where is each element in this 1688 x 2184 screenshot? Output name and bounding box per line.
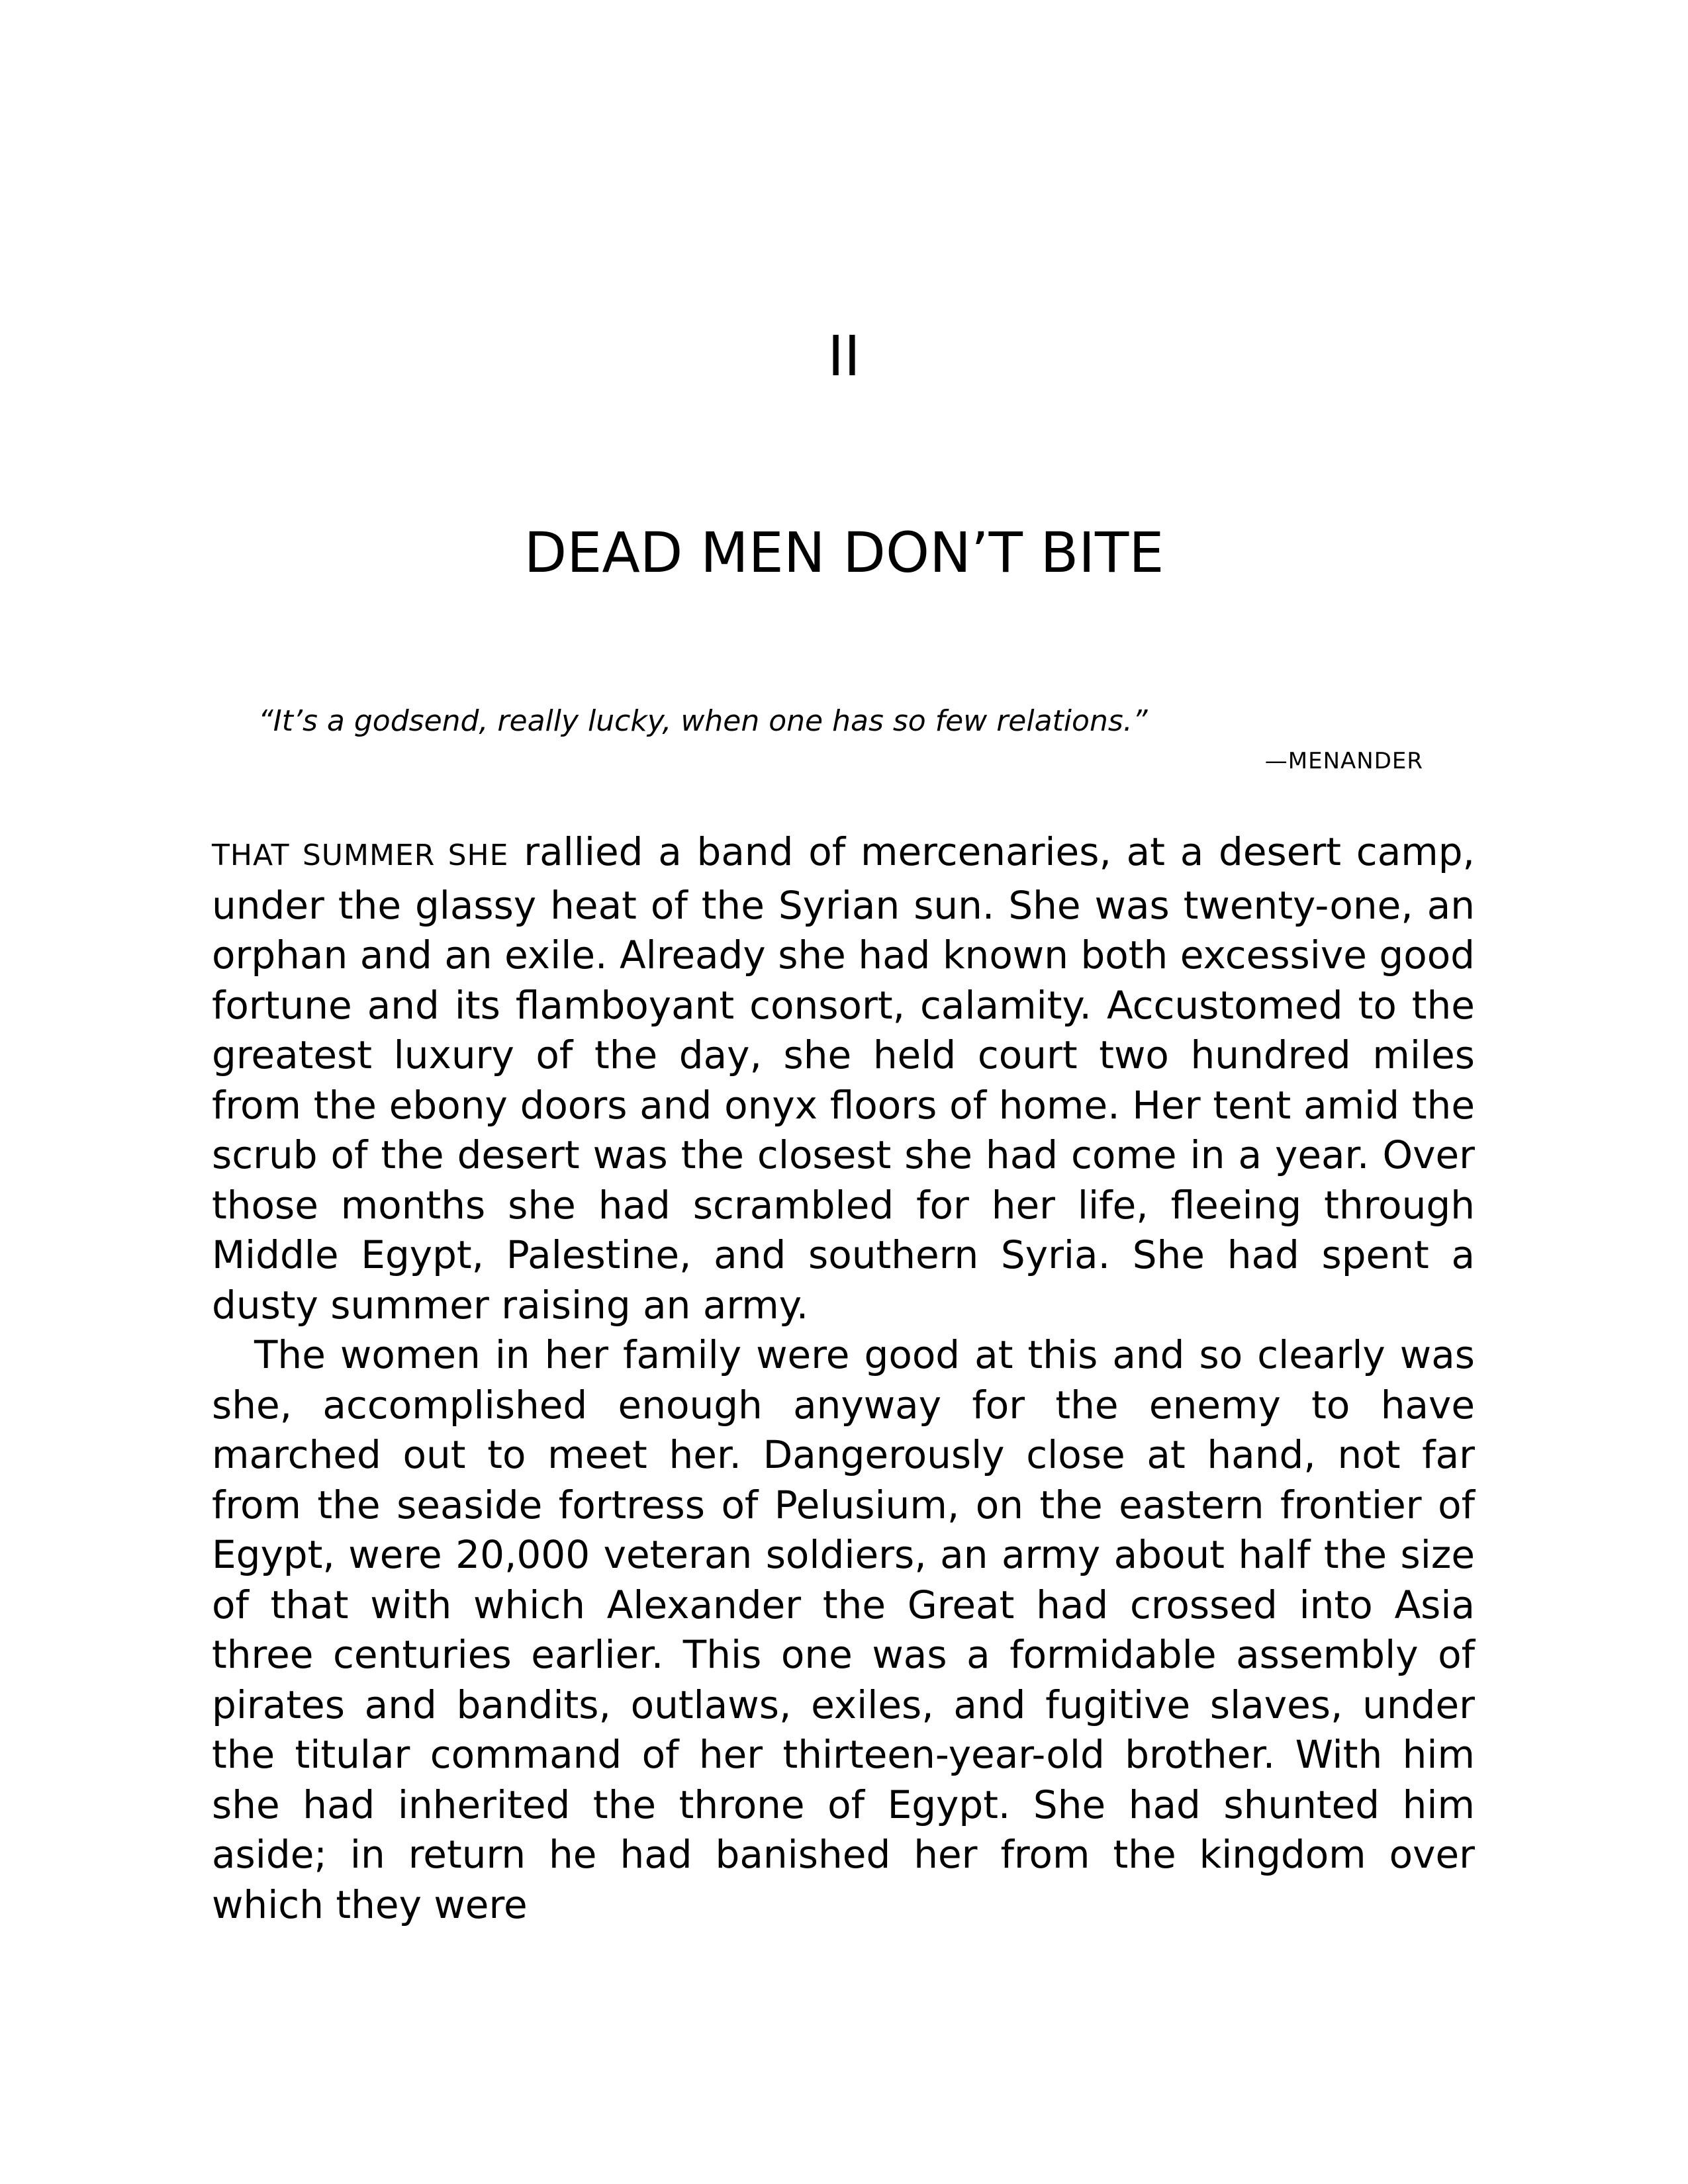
epigraph-quote: “It’s a godsend, really lucky, when one has so few relations.”	[258, 704, 1148, 738]
chapter-title: DEAD MEN DON’T BITE	[524, 520, 1164, 585]
epigraph-source: —MENANDER	[1264, 748, 1423, 774]
paragraph-text: rallied a band of mercenaries, at a desert camp, under the glassy heat of the Syrian sun. She was twenty-one, an orphan and an exile. Already she had known both excessive good fortune and its flamboyant consort, calamity. Accustomed to the greatest luxury of the day, she held court two hundred miles from the ebony doors and onyx floors of home. Her tent amid the scrub of the desert was the closest she had come in a year. Over those months she had scrambled for her life, fleeing through Middle Egypt, Palestine, and southern Syria. She had spent a dusty summer raising an army.	[212, 829, 1475, 1328]
paragraph	[212, 827, 1475, 1330]
epigraph	[258, 702, 1423, 781]
body-text	[212, 827, 1475, 1930]
lead-in-small-caps: THAT SUMMER SHE	[212, 839, 509, 872]
chapter-number: II	[827, 324, 861, 388]
paragraph: The women in her family were good at this and so clearly was she, accomplished enough anyway for the enemy to have marched out to meet her. Dangerously close at hand, not far from the seaside fortress of Pelusium, on the eastern frontier of Egypt, were 20,000 veteran soldiers, an army about half the size of that with which Alexander the Great had crossed into Asia three centuries earlier. This one was a formidable assembly of pirates and bandits, outlaws, exiles, and fugitive slaves, under the titular command of her thirteen-year-old brother. With him she had inherited the throne of Egypt. She had shunted him aside; in return he had banished her from the kingdom over which they were	[212, 1332, 1475, 1927]
